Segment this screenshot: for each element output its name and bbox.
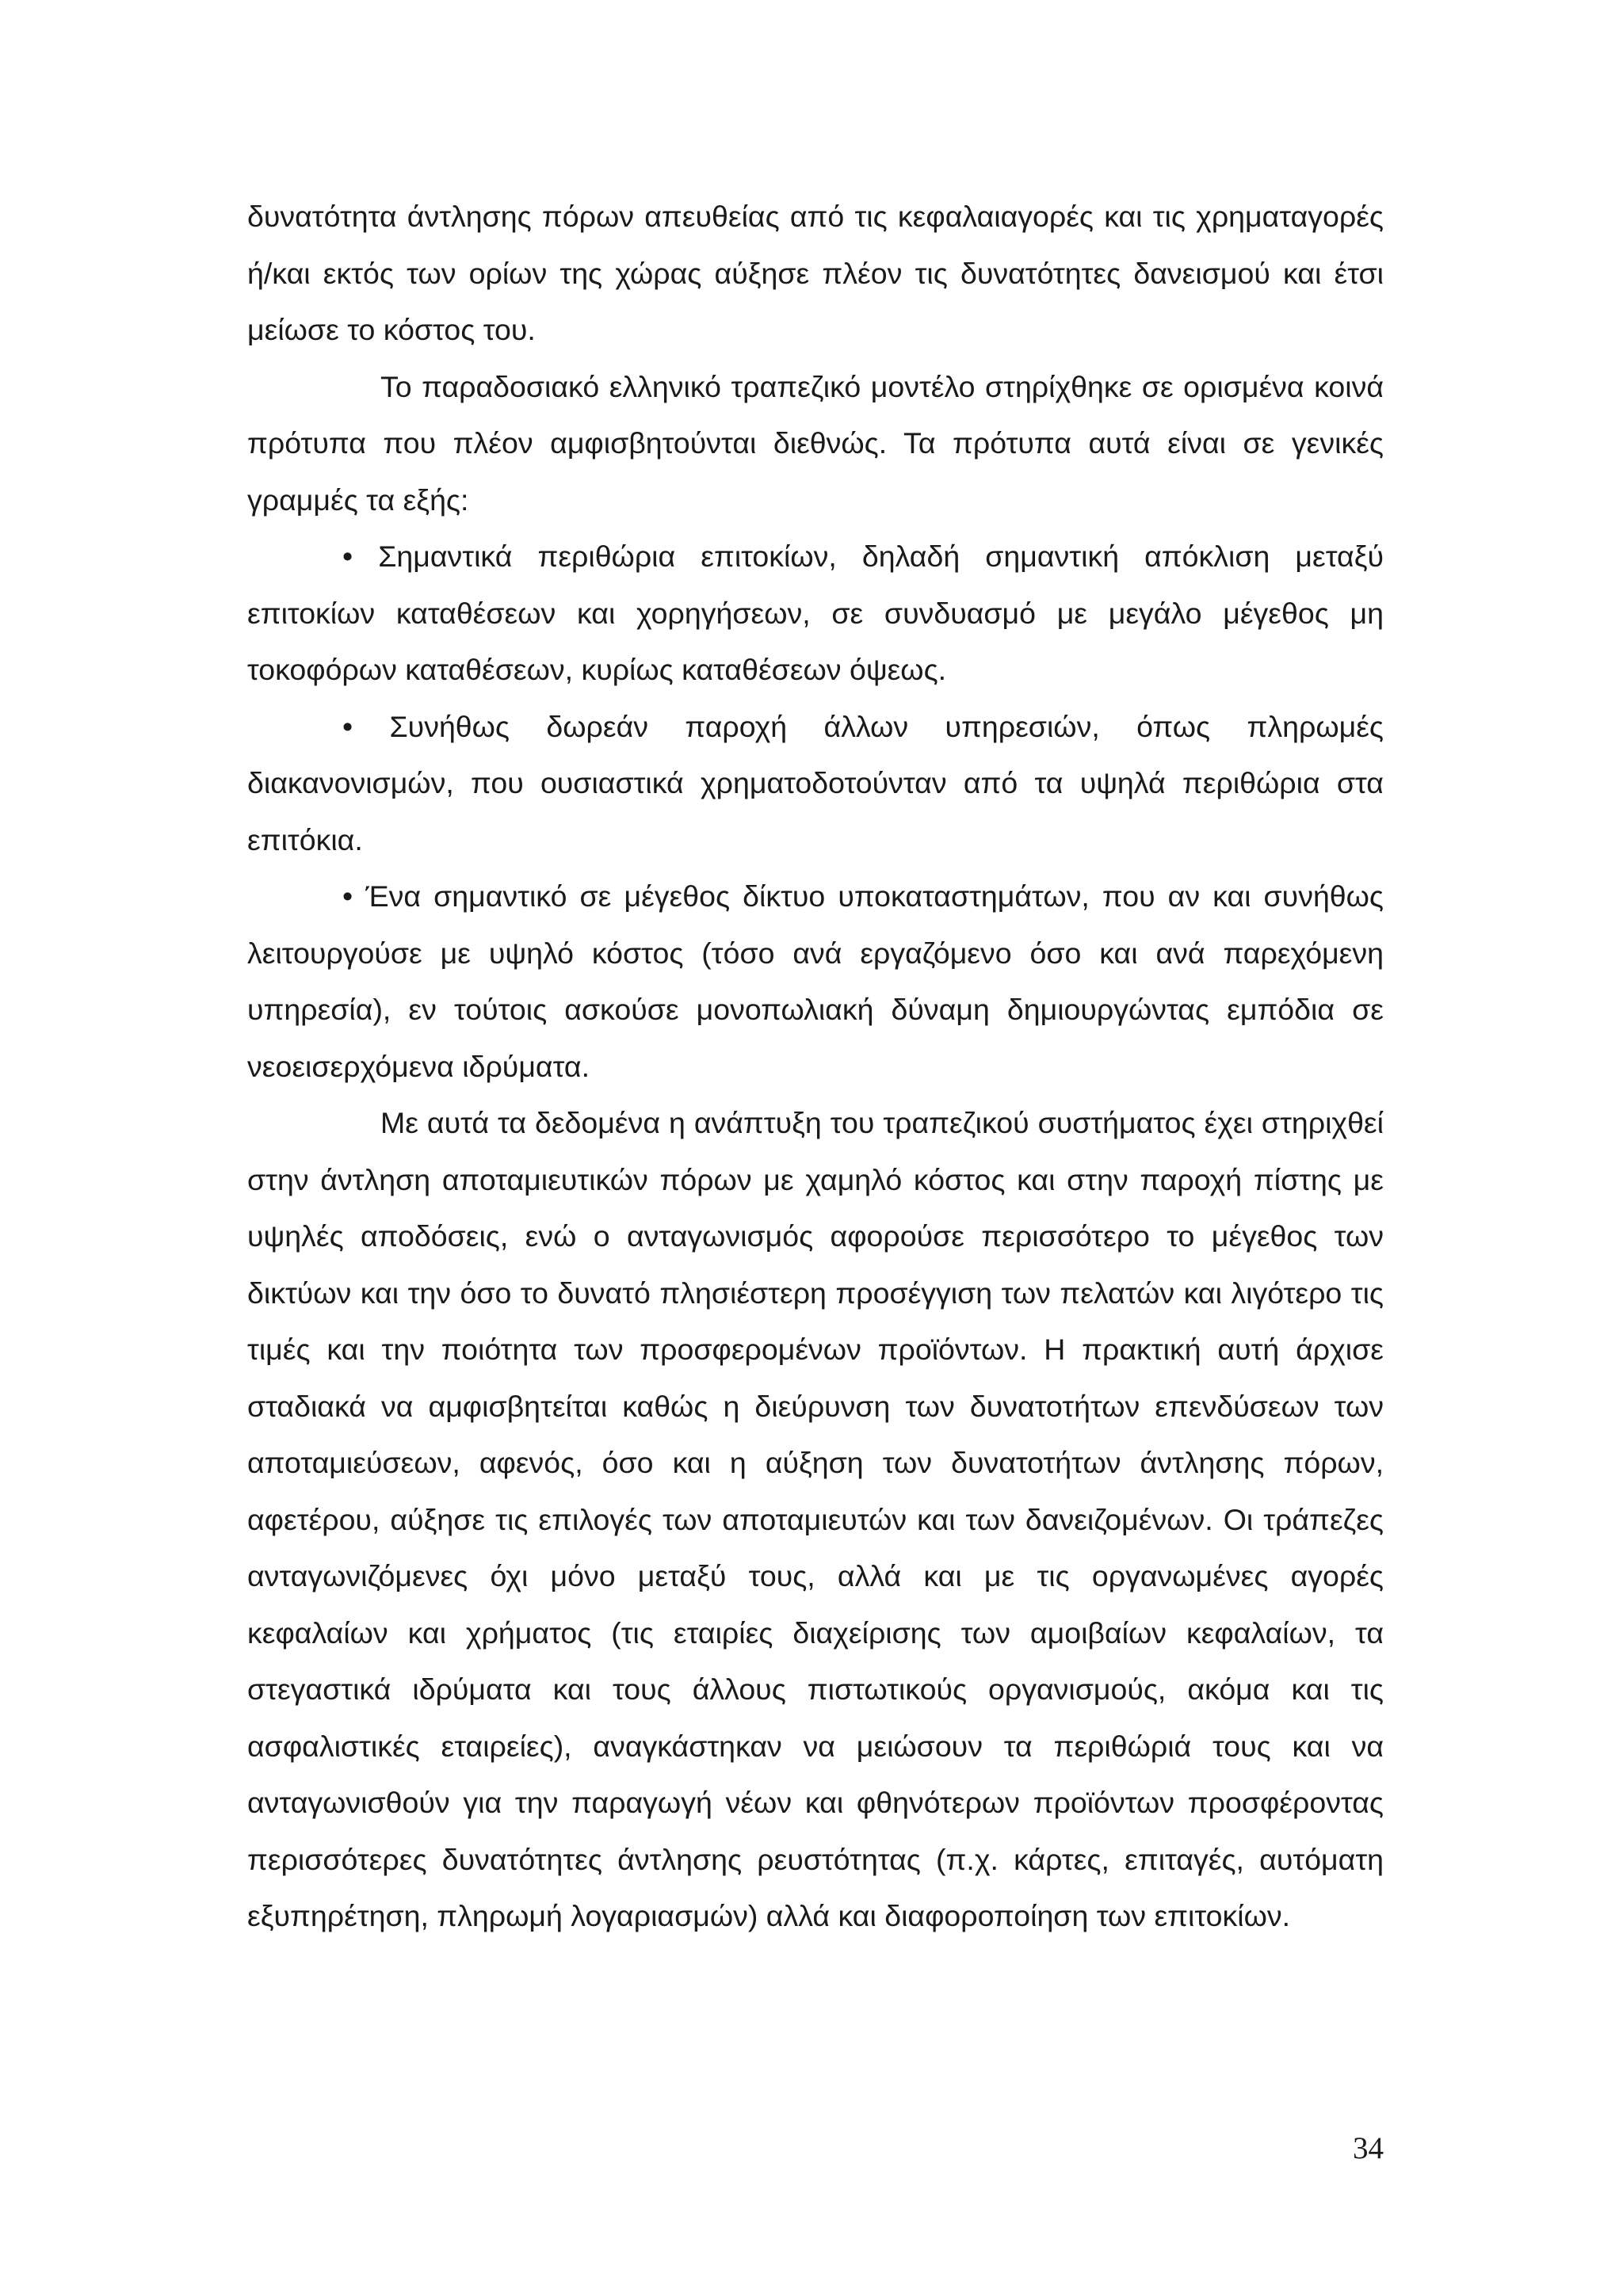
page-number: 34 xyxy=(1353,2131,1384,2165)
paragraph-continuation: δυνατότητα άντλησης πόρων απευθείας από τις κεφαλαιαγορές και τις χρηματαγορές ή/και εκτός των ορίων της χώρας αύξησε πλέον τις δυνατότητες δανεισμού και έτσι μείωσε το κόστος του. xyxy=(247,200,1384,346)
body-text xyxy=(247,189,1384,1945)
paragraph-traditional-model: Το παραδοσιακό ελληνικό τραπεζικό μοντέλο στηρίχθηκε σε ορισμένα κοινά πρότυπα που πλέον αμφισβητούνται διεθνώς. Τα πρότυπα αυτά είναι σε γενικές γραμμές τα εξής: xyxy=(247,369,1384,517)
bullet-interest-margins: • Σημαντικά περιθώρια επιτοκίων, δηλαδή σημαντική απόκλιση μεταξύ επιτοκίων καταθέσεων και χορηγήσεων, σε συνδυασμό με μεγάλο μέγεθος μη τοκοφόρων καταθέσεων, κυρίως καταθέσεων όψεως. xyxy=(247,540,1384,686)
bullet-branch-network: • Ένα σημαντικό σε μέγεθος δίκτυο υποκαταστημάτων, που αν και συνήθως λειτουργούσε με υψηλό κόστος (τόσο ανά εργαζόμενο όσο και ανά παρεχόμενη υπηρεσία), εν τούτοις ασκούσε μονοπωλιακή δύναμη δημιουργώντας εμπόδια σε νεοεισερχόμενα ιδρύματα. xyxy=(247,879,1384,1083)
paragraph-development: Με αυτά τα δεδομένα η ανάπτυξη του τραπεζικού συστήματος έχει στηριχθεί στην άντληση αποταμιευτικών πόρων με χαμηλό κόστος και στην παροχή πίστης με υψηλές αποδόσεις, ενώ ο ανταγωνισμός αφορούσε περισσότερο το μέγεθος των δικτύων και την όσο το δυνατό πλησιέστερη προσέγγιση των πελατών και λιγότερο τις τιμές και την ποιότητα των προσφερομένων προϊόντων. Η πρακτική αυτή άρχισε σταδιακά να αμφισβητείται καθώς η διεύρυνση των δυνατοτήτων επενδύσεων των αποταμιεύσεων, αφενός, όσο και η αύξηση των δυνατοτήτων άντλησης πόρων, αφετέρου, αύξησε τις επιλογές των αποταμιευτών και των δανειζομένων. Οι τράπεζες ανταγωνιζόμενες όχι μόνο μεταξύ τους, αλλά και με τις οργανωμένες αγορές κεφαλαίων και χρήματος (τις εταιρίες διαχείρισης των αμοιβαίων κεφαλαίων, τα στεγαστικά ιδρύματα και τους άλλους πιστωτικούς οργανισμούς, ακόμα και τις ασφαλιστικές εταιρείες), αναγκάστηκαν να μειώσουν τα περιθώριά τους και να ανταγωνισθούν για την παραγωγή νέων και φθηνότερων προϊόντων προσφέροντας περισσότερες δυνατότητες άντλησης ρευστότητας (π.χ. κάρτες, επιταγές, αυτόματη εξυπηρέτηση, πληρωμή λογαριασμών) αλλά και διαφοροποίηση των επιτοκίων. xyxy=(247,1106,1384,1932)
bullet-free-services: • Συνήθως δωρεάν παροχή άλλων υπηρεσιών, όπως πληρωμές διακανονισμών, που ουσιαστικά χρηματοδοτούνταν από τα υψηλά περιθώρια στα επιτόκια. xyxy=(247,709,1384,856)
